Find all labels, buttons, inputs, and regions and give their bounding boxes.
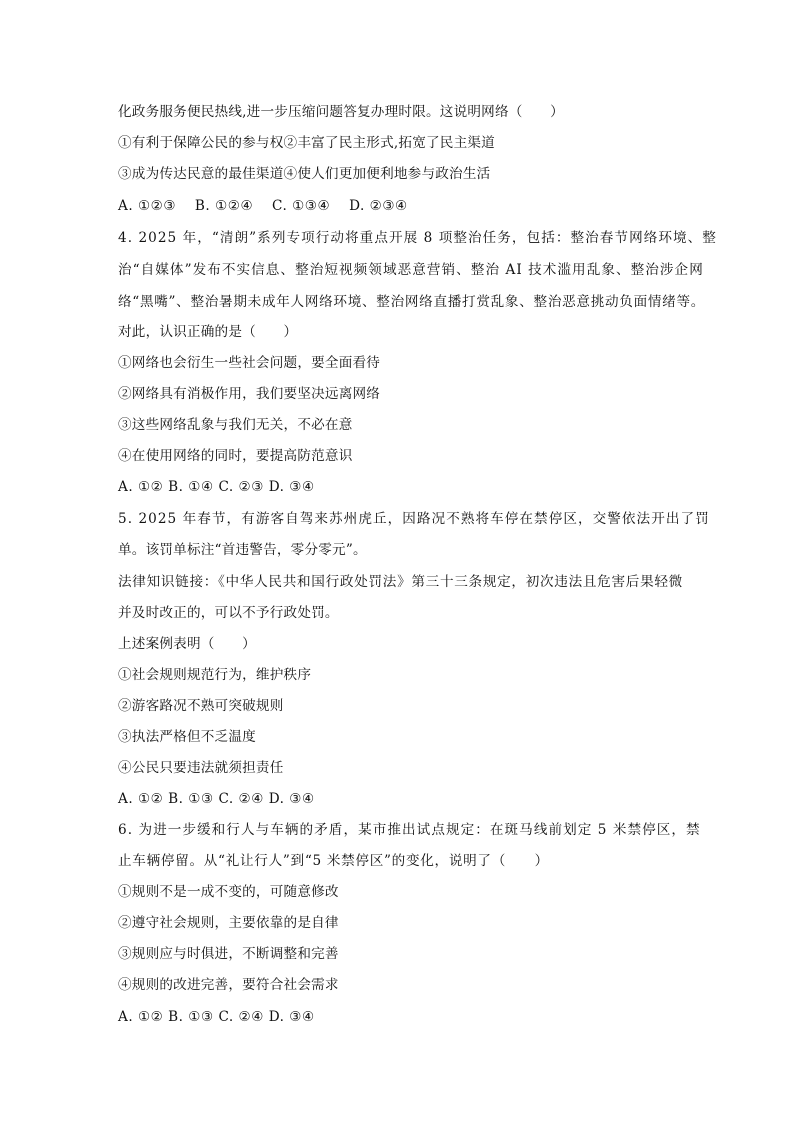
q5-statement-3: ③执法严格但不乏温度 bbox=[118, 729, 256, 745]
q4-stem-line-1: 4. 2025 年，“清朗”系列专项行动将重点开展 8 项整治任务，包括：整治春节网络环境、整 bbox=[118, 230, 717, 246]
q3-statements-3-4: ③成为传达民意的最佳渠道④使人们更加便利地参与政治生活 bbox=[118, 166, 491, 182]
q6-statement-4: ④规则的改进完善，要符合社会需求 bbox=[118, 977, 339, 993]
q5-statement-1: ①社会规则规范行为，维护秩序 bbox=[118, 667, 312, 683]
q3-stem-continued: 化政务服务便民热线,进一步压缩问题答复办理时限。这说明网络（ ） bbox=[118, 104, 564, 120]
q5-options: A. ①② B. ①③ C. ②④ D. ③④ bbox=[118, 791, 315, 807]
q5-statement-4: ④公民只要违法就须担责任 bbox=[118, 760, 284, 776]
q4-statement-2: ②网络具有消极作用，我们要坚决远离网络 bbox=[118, 386, 381, 402]
q6-stem-line-1: 6. 为进一步缓和行人与车辆的矛盾，某市推出试点规定：在斑马线前划定 5 米禁停区，禁 bbox=[118, 822, 701, 838]
q4-statement-4: ④在使用网络的同时，要提高防范意识 bbox=[118, 448, 353, 464]
q4-statement-3: ③这些网络乱象与我们无关，不必在意 bbox=[118, 417, 353, 433]
q5-statement-2: ②游客路况不熟可突破规则 bbox=[118, 698, 284, 714]
q6-statement-3: ③规则应与时俱进，不断调整和完善 bbox=[118, 946, 339, 962]
q4-stem-line-2: 治“自媒体”发布不实信息、整治短视频领域恶意营销、整治 AI 技术滥用乱象、整治涉企网 bbox=[118, 262, 704, 278]
q4-statement-1: ①网络也会衍生一些社会问题，要全面看待 bbox=[118, 355, 381, 371]
q6-statement-2: ②遵守社会规则，主要依靠的是自律 bbox=[118, 915, 339, 931]
q4-options: A. ①② B. ①④ C. ②③ D. ③④ bbox=[118, 479, 315, 495]
q5-law-link-line-1: 法律知识链接：《中华人民共和国行政处罚法》第三十三条规定，初次违法且危害后果轻微 bbox=[118, 574, 683, 590]
q4-stem-line-3: 络“黑嘴”、整治暑期未成年人网络环境、整治网络直播打赏乱象、整治恶意挑动负面情绪等。 bbox=[118, 294, 706, 310]
q5-law-link-line-2: 并及时改正的，可以不予行政处罚。 bbox=[118, 605, 339, 621]
q4-question: 对此，认识正确的是（ ） bbox=[118, 324, 298, 340]
q3-options: A. ①②③ B. ①②④ C. ①③④ D. ②③④ bbox=[118, 198, 408, 214]
q3-statements-1-2: ①有利于保障公民的参与权②丰富了民主形式,拓宽了民主渠道 bbox=[118, 135, 495, 151]
q6-stem-line-2: 止车辆停留。从“礼让行人”到“5 米禁停区”的变化，说明了（ ） bbox=[118, 853, 549, 869]
q5-question: 上述案例表明（ ） bbox=[118, 636, 256, 652]
q5-stem-line-1: 5. 2025 年春节，有游客自驾来苏州虎丘，因路况不熟将车停在禁停区，交警依法开出了罚 bbox=[118, 511, 710, 527]
q5-stem-line-2: 单。该罚单标注“首违警告，零分零元”。 bbox=[118, 542, 367, 558]
q6-statement-1: ①规则不是一成不变的，可随意修改 bbox=[118, 884, 339, 900]
q6-options: A. ①② B. ①③ C. ②④ D. ③④ bbox=[118, 1009, 315, 1025]
